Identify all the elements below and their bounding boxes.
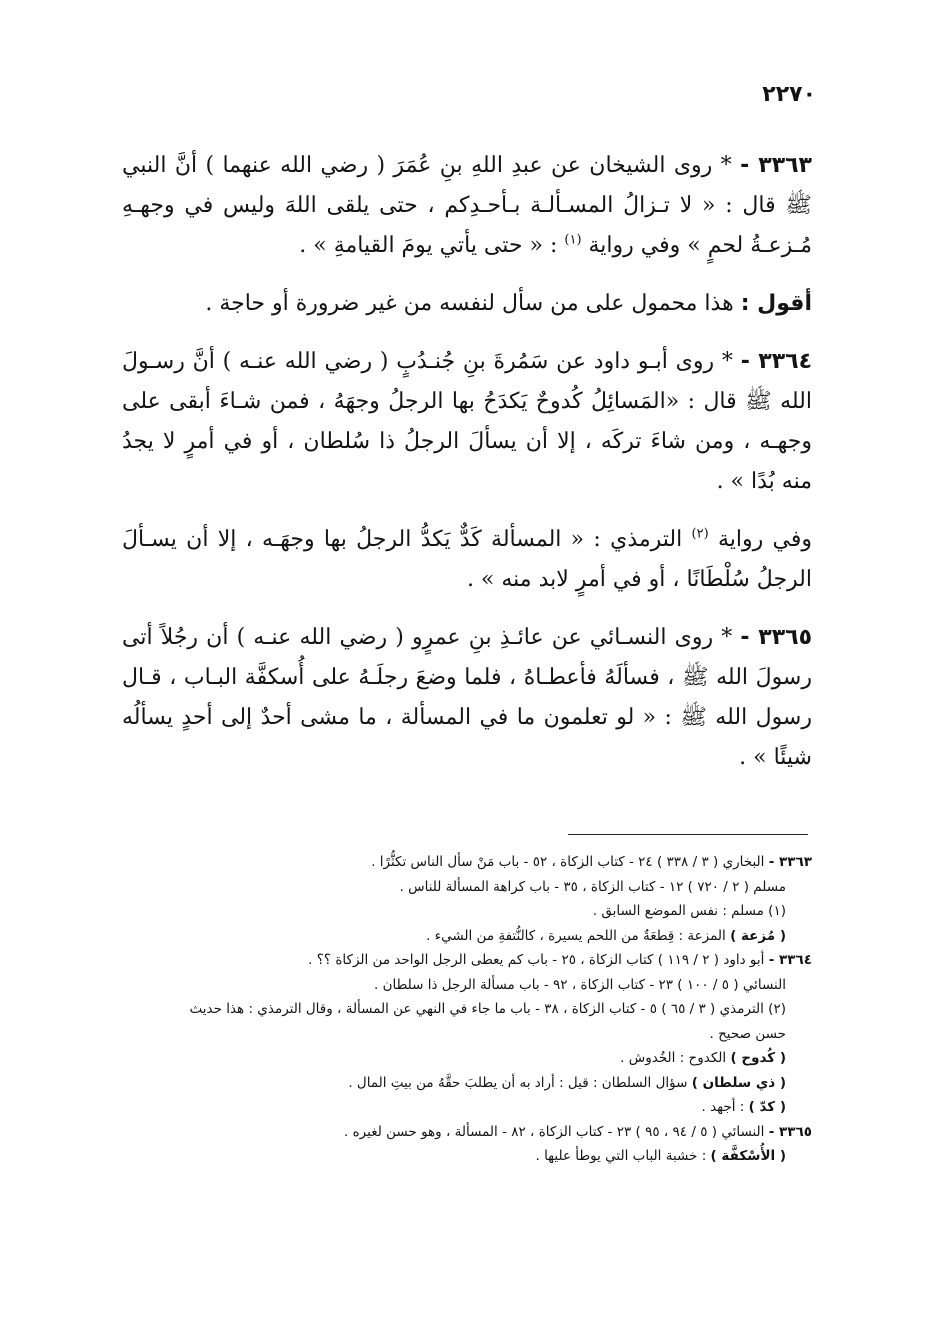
- footnote-text: البخاري ( ٣ / ٣٣٨ ) ٢٤ - كتاب الزكاة ، ٥٢ - باب مَنْ سأل الناس تكثُّرًا .: [371, 854, 765, 870]
- footnote-3363: [117, 850, 812, 875]
- footnote-ref: (١): [564, 232, 582, 248]
- hadith-number: ٣٣٦٥ -: [740, 625, 812, 650]
- footnotes: [117, 850, 812, 1169]
- footnote-sultan: [117, 1071, 812, 1096]
- footnote-ref: (٢): [691, 526, 709, 542]
- glossary-term: ( كُدوح ): [730, 1050, 786, 1066]
- hadith-3365: [122, 618, 812, 778]
- footnote-muslim: [117, 875, 812, 900]
- footnote-3365: [117, 1120, 812, 1145]
- glossary-text: المزعة : قِطعَةٌ من اللحم يسيرة ، كالنُّتفةِ من الشيء .: [426, 927, 726, 944]
- glossary-text: : خشبة الباب التي يوطأ عليها .: [535, 1148, 707, 1164]
- footnote-kadd: [117, 1095, 812, 1120]
- footnote-text: النسائي ( ٥ / ١٠٠ ) ٢٣ - كتاب الزكاة ، ٩٢ - باب مسألة الرجل ذا سلطان .: [374, 976, 786, 993]
- footnote-number: ٣٣٦٣ -: [768, 854, 812, 870]
- narration-text: الترمذي : « المسألة كَدٌّ يَكدُّ الرجلُ بها وجهَـه ، إلا أن يسـألَ الرجلُ سُلْطَانًا ، أو في أمرٍ لابد منه » .: [122, 527, 812, 592]
- commentary-label: أقول :: [740, 291, 812, 316]
- tirmidhi-narration: [122, 520, 812, 600]
- footnote-text: مسلم ( ٢ / ٧٢٠ ) ١٢ - كتاب الزكاة ، ٣٥ - باب كراهة المسألة للناس .: [399, 878, 786, 895]
- main-text: [122, 146, 812, 796]
- footnote-muzaa: [117, 924, 812, 949]
- footnote-text: (٢) الترمذي ( ٣ / ٦٥ ) ٥ - كتاب الزكاة ، ٣٨ - باب ما جاء في النهي عن المسألة ، وقال الترمذي : هذا حديث: [189, 1001, 786, 1017]
- footnote-1: [117, 899, 812, 924]
- commentary: [122, 284, 812, 324]
- footnote-text: (١) مسلم : نفس الموضع السابق .: [592, 903, 786, 919]
- hadith-text-tail: : « حتى يأتي يومَ القيامةِ » .: [299, 233, 558, 258]
- footnote-2-cont: [117, 1022, 812, 1047]
- hadith-text: * روى أبـو داود عن سَمُرةَ بنِ جُنـدُبٍ ( رضي الله عنـه ) أنَّ رسـولَ الله ﷺ قال : «المَسائِلُ كُدوحٌ يَكدَحُ بها الرجلُ وجهَهُ ، فمن شـاءَ أبقى على وجهـه ، ومن شاءَ تركَه ، إلا أن يسألَ الرجلُ ذا سُلطان ، أو في أمرٍ لا يجدُ منه بُدًا » .: [122, 349, 812, 494]
- footnote-text: أبو داود ( ٢ / ١١٩ ) كتاب الزكاة ، ٢٥ - باب كم يعطى الرجل الواحد من الزكاة ؟؟ .: [308, 952, 765, 968]
- footnote-uskuffa: [117, 1144, 812, 1169]
- glossary-text: الكدوح : الخُدوش .: [620, 1050, 727, 1066]
- footnote-divider: [568, 834, 808, 835]
- hadith-3364: [122, 342, 812, 502]
- commentary-text: هذا محمول على من سأل لنفسه من غير ضرورة أو حاجة .: [205, 291, 734, 316]
- footnote-3364: [117, 948, 812, 973]
- footnote-kudooh: [117, 1046, 812, 1071]
- hadith-text: * روى الشيخان عن عبدِ اللهِ بنِ عُمَرَ ( رضي الله عنهما ) أنَّ النبي ﷺ قال : « لا تـزالُ المسـألـة بـأحـدِكم ، حتى يلقى اللهَ وليس في وجهـهِ مُـزعـةُ لحمٍ » وفي رواية: [122, 153, 812, 258]
- footnote-text: حسن صحيح .: [709, 1025, 786, 1042]
- glossary-term: ( ذي سلطان ): [691, 1074, 786, 1091]
- page-number: ٢٢٧٠: [762, 82, 816, 107]
- narration-intro: وفي رواية: [717, 527, 812, 552]
- glossary-term: ( الأُسْكفَّة ): [710, 1148, 786, 1164]
- footnote-nasai: [117, 973, 812, 998]
- hadith-3363: [122, 146, 812, 266]
- glossary-term: ( مُزعة ): [730, 927, 786, 944]
- glossary-term: ( كدّ ): [748, 1099, 786, 1115]
- footnote-number: ٣٣٦٥ -: [768, 1123, 812, 1140]
- footnote-text: النسائي ( ٥ / ٩٤ ، ٩٥ ) ٢٣ - كتاب الزكاة ، ٨٢ - المسألة ، وهو حسن لغيره .: [344, 1123, 765, 1140]
- hadith-number: ٣٣٦٣ -: [740, 153, 812, 178]
- glossary-text: : أجهد .: [701, 1099, 745, 1115]
- hadith-text: * روى النسـائي عن عائـذِ بنِ عمرٍو ( رضي الله عنـه ) أن رجُلاً أتى رسولَ الله ﷺ ، فسألَهُ فأعطـاهُ ، فلما وضعَ رجلَـهُ على أُسكفَّة البـاب ، قـال رسول الله ﷺ : « لو تعلمون ما في المسألة ، ما مشى أحدٌ إلى أحدٍ يسألُه شيئًا » .: [122, 625, 812, 770]
- footnote-2: [117, 997, 812, 1022]
- glossary-text: سؤال السلطان : قيل : أراد به أن يطلبَ حقَّهُ من بيتِ المال .: [348, 1074, 688, 1091]
- footnote-number: ٣٣٦٤ -: [768, 952, 812, 968]
- hadith-number: ٣٣٦٤ -: [740, 349, 812, 374]
